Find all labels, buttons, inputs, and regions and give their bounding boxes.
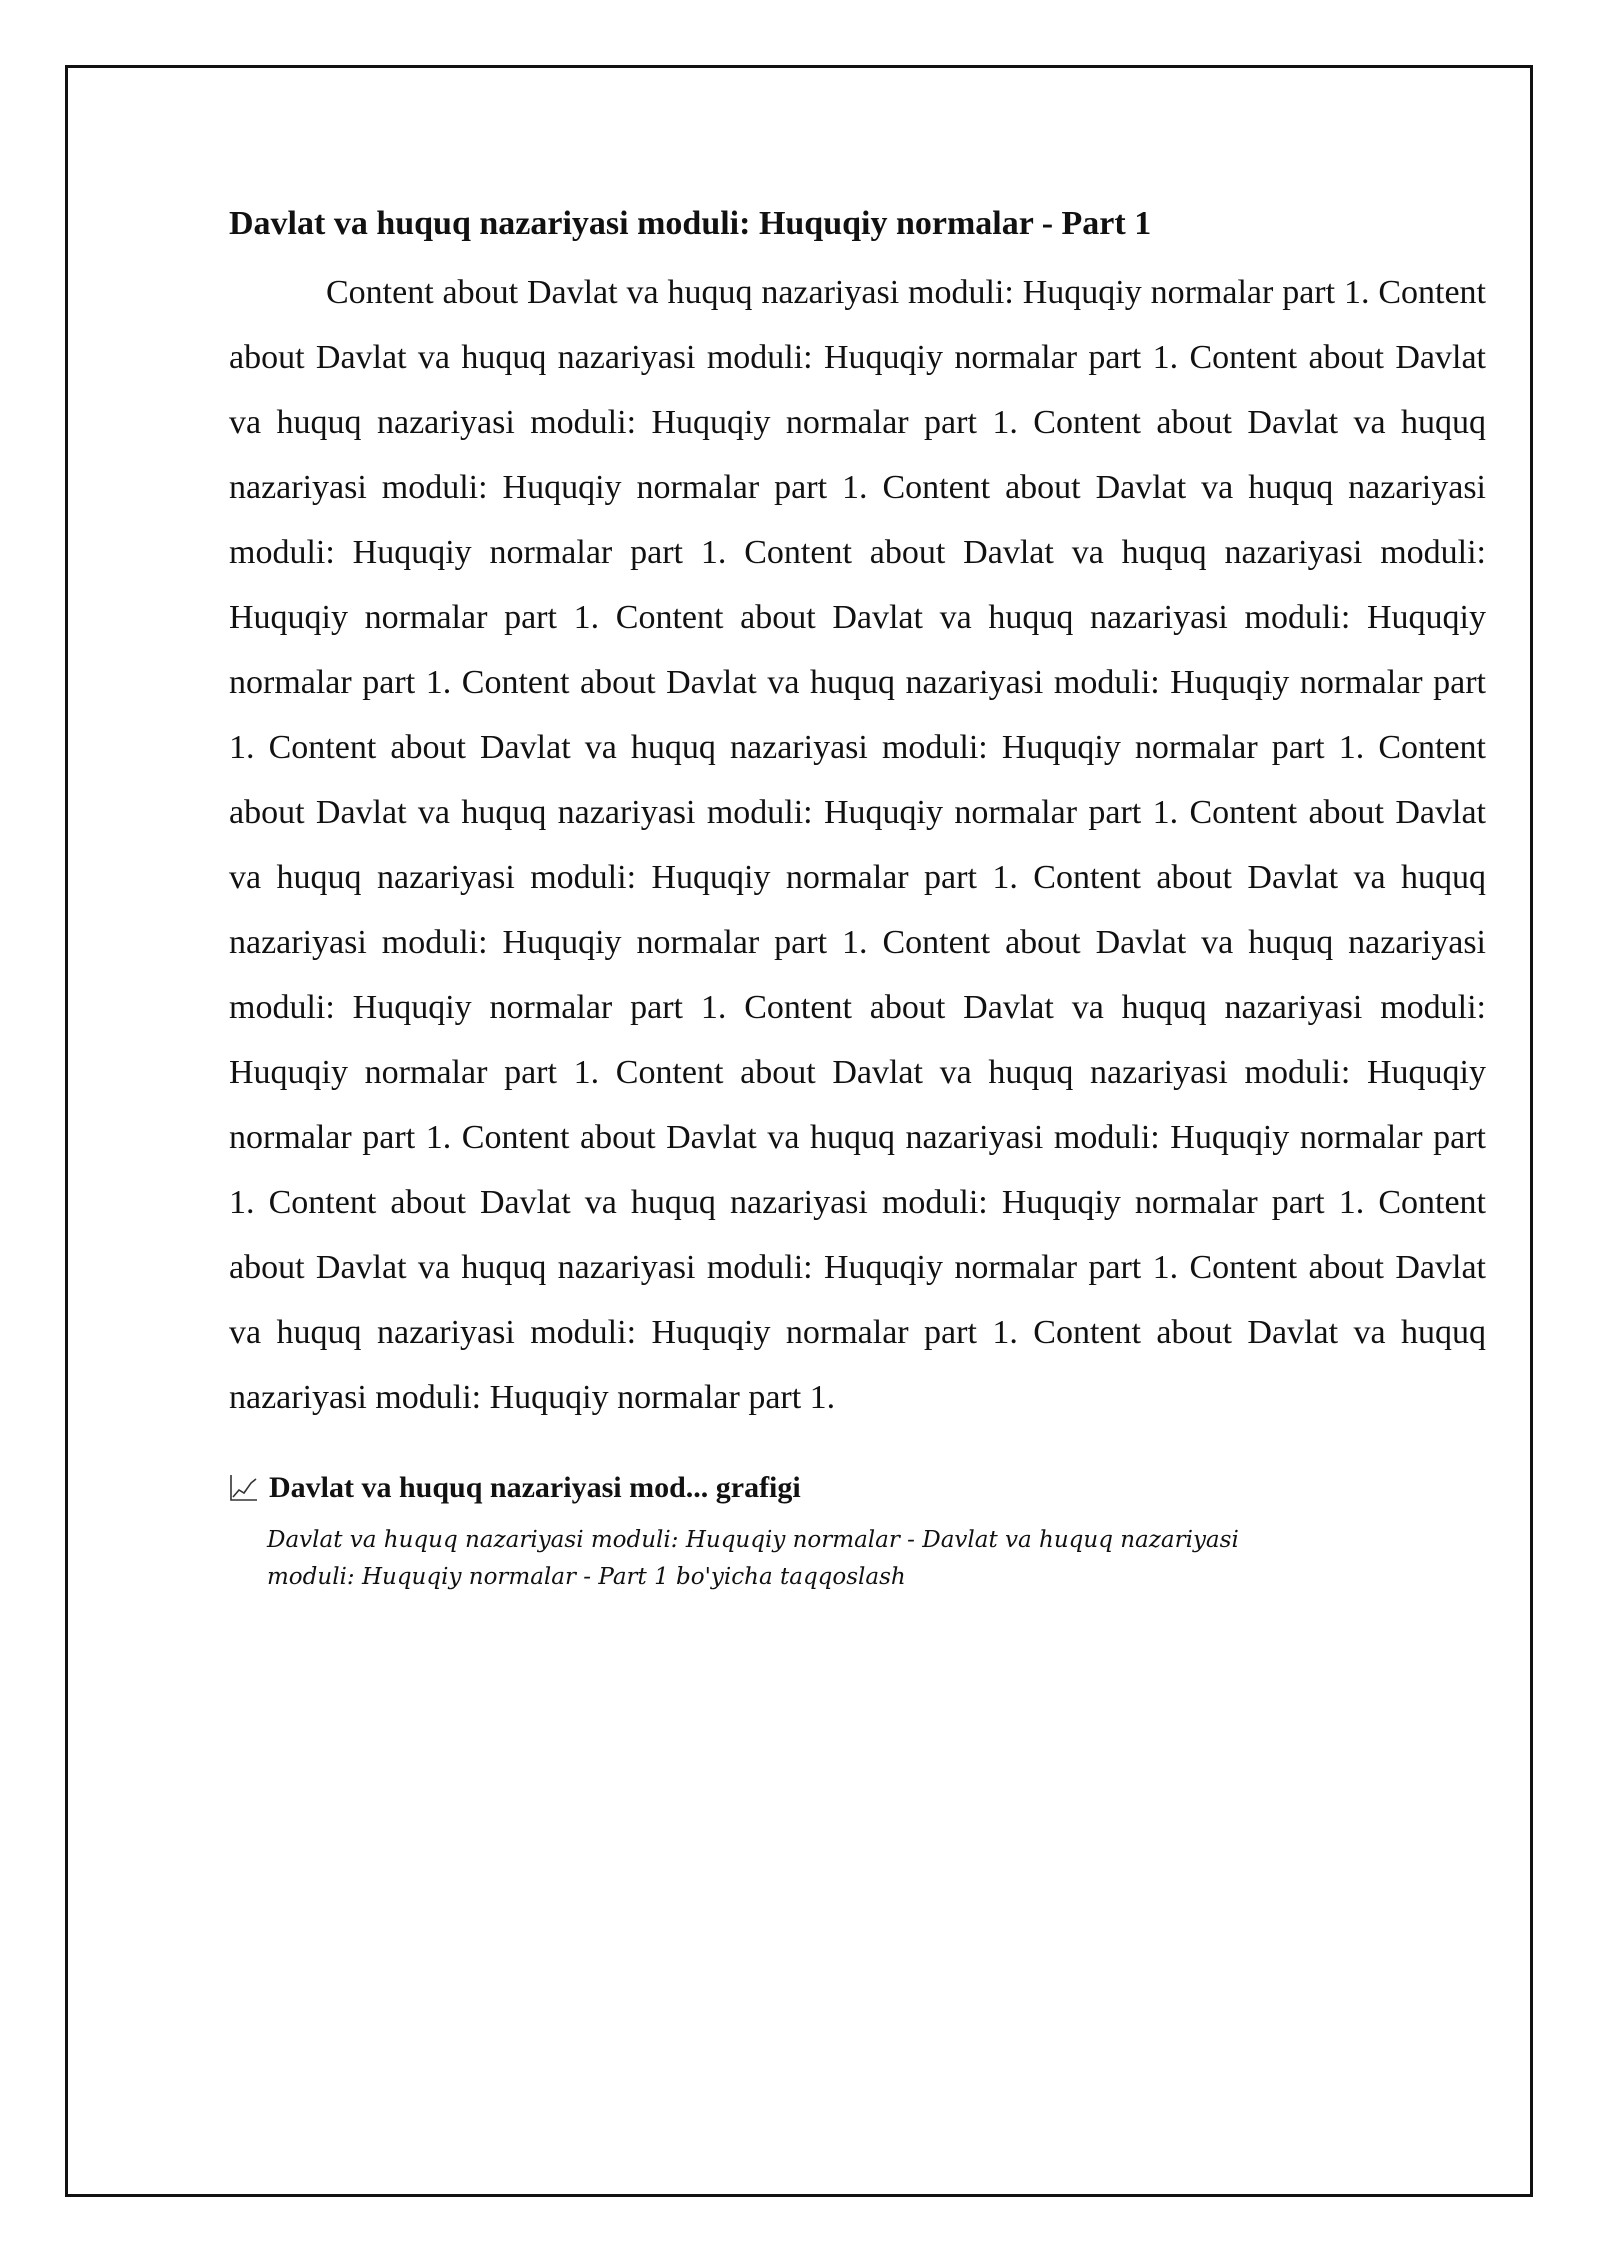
- document-content: [229, 196, 1486, 1596]
- line-chart-icon: [229, 1473, 259, 1503]
- chart-title: Davlat va huquq nazariyasi mod... grafigi: [269, 1471, 801, 1504]
- document-heading: Davlat va huquq nazariyasi moduli: Huquqiy normalar - Part 1: [229, 205, 1152, 242]
- chart-title-row: [229, 1468, 1486, 1508]
- chart-reference: [229, 1468, 1486, 1596]
- chart-caption: Davlat va huquq nazariyasi moduli: Huquqiy normalar - Davlat va huquq nazariyasi moduli: Huquqiy normalar - Part 1 bo'yicha taqqoslash: [267, 1527, 1239, 1590]
- body-paragraph: Content about Davlat va huquq nazariyasi moduli: Huquqiy normalar part 1. Content about Davlat va huquq nazariyasi moduli: Huquqiy normalar part 1. Content about Davlat va huquq nazariyasi moduli: Huquqiy normalar part 1. Content about Davlat va huquq nazariyasi moduli: Huquqiy normalar part 1. Content about Davlat va huquq nazariyasi moduli: Huquqiy normalar part 1. Content about Davlat va huquq nazariyasi moduli: Huquqiy normalar part 1. Content about Davlat va huquq nazariyasi moduli: Huquqiy normalar part 1. Content about Davlat va huquq nazariyasi moduli: Huquqiy normalar part 1. Content about Davlat va huquq nazariyasi moduli: Huquqiy normalar part 1. Content about Davlat va huquq nazariyasi moduli: Huquqiy normalar part 1. Content about Davlat va huquq nazariyasi moduli: Huquqiy normalar part 1. Content about Davlat va huquq nazariyasi moduli: Huquqiy normalar part 1. Content about Davlat va huquq nazariyasi moduli: Huquqiy normalar part 1. Content about Davlat va huquq nazariyasi moduli: Huquqiy normalar part 1. Content about Davlat va huquq nazariyasi moduli: Huquqiy normalar part 1. Content about Davlat va huquq nazariyasi moduli: Huquqiy normalar part 1. Content about Davlat va huquq nazariyasi moduli: Huquqiy normalar part 1. Content about Davlat va huquq nazariyasi moduli: Huquqiy normalar part 1. Content about Davlat va huquq nazariyasi moduli: Huquqiy normalar part 1. Content about Davlat va huquq nazariyasi moduli: Huquqiy normalar part 1.: [229, 274, 1486, 1416]
